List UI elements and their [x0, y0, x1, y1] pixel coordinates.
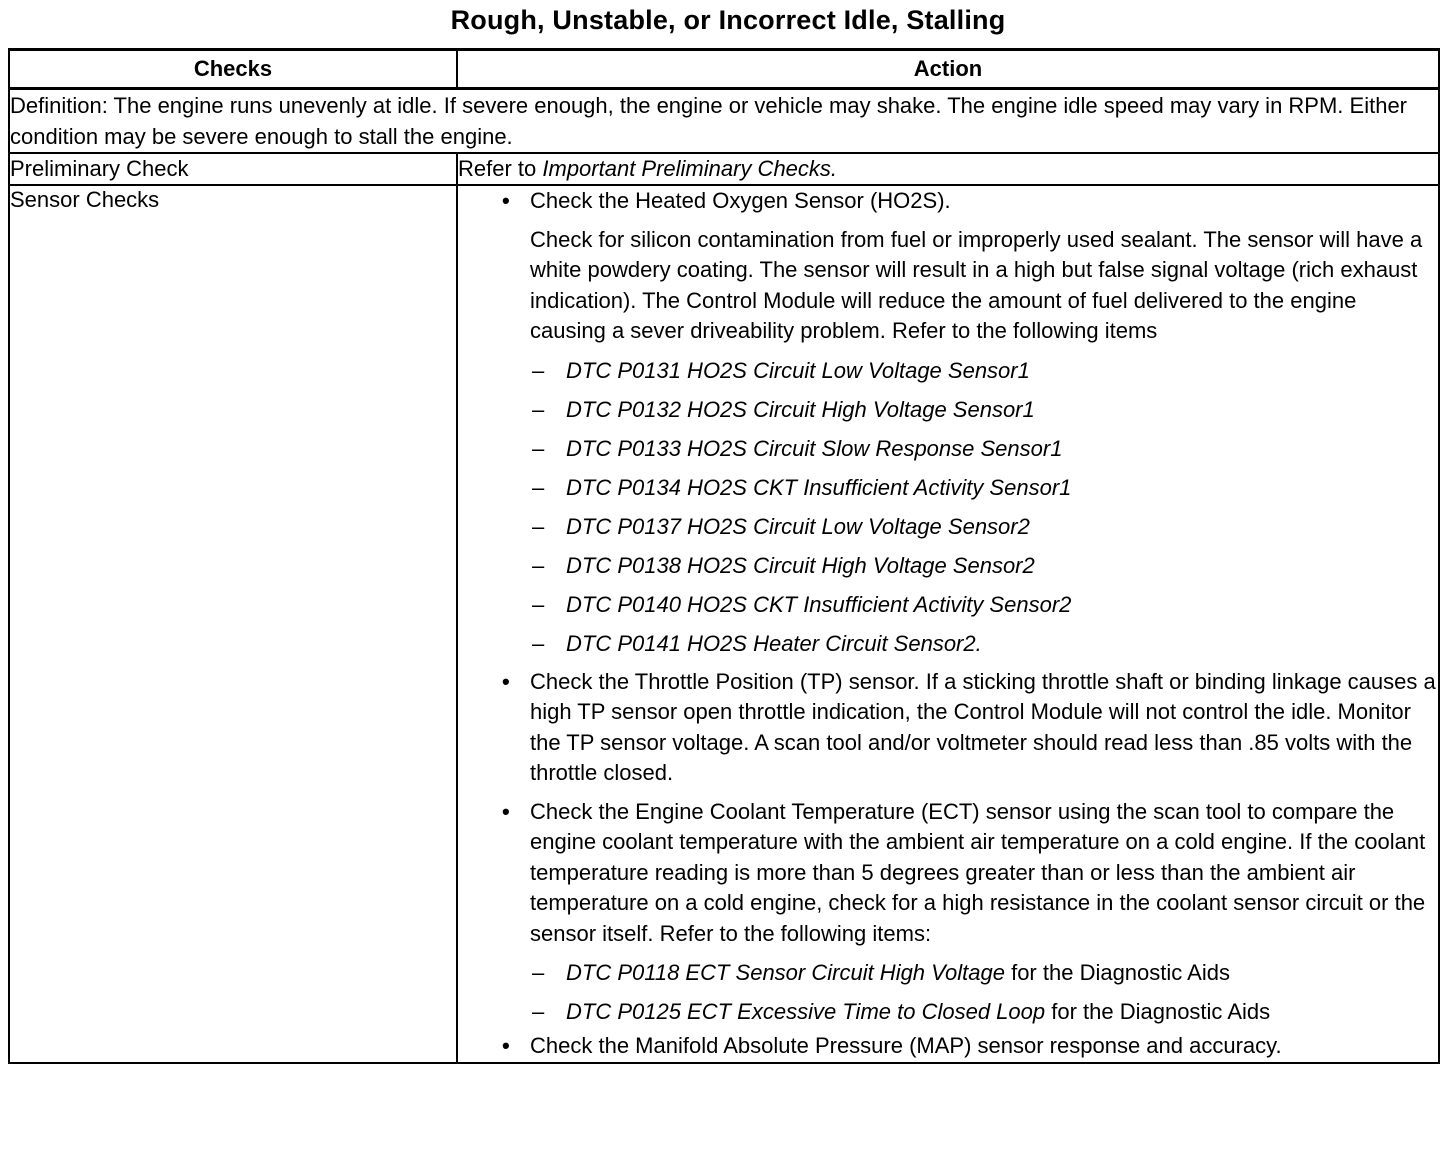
dash-icon: –	[532, 960, 545, 985]
dtc-link[interactable]: DTC P0141 HO2S Heater Circuit Sensor2.	[566, 630, 982, 656]
preliminary-action-prefix: Refer to	[458, 156, 543, 181]
dtc-link[interactable]: DTC P0138 HO2S Circuit High Voltage Sensor2	[566, 552, 1035, 578]
list-item	[458, 957, 1438, 988]
map-bullet	[458, 1031, 1438, 1062]
definition-text: Definition: The engine runs unevenly at idle. If severe enough, the engine or vehicle may shake. The engine idle speed may vary in RPM. Either condition may be severe enough to stall the engine.	[9, 89, 1439, 154]
header-action: Action	[457, 50, 1439, 89]
preliminary-action	[457, 153, 1439, 185]
dash-icon: –	[532, 513, 545, 539]
tp-text: Check the Throttle Position (TP) sensor. If a sticking throttle shaft or binding linkage causes a high TP sensor open throttle indication, the Control Module will not control the idle. Monitor the TP sensor voltage. A scan tool and/or voltmeter should read less than .85 volts with the throttle closed.	[530, 668, 1436, 785]
map-text: Check the Manifold Absolute Pressure (MAP) sensor response and accuracy.	[530, 1033, 1282, 1058]
list-item	[458, 394, 1438, 425]
bullet-icon: •	[502, 1033, 510, 1058]
ho2s-bullet	[458, 186, 1438, 217]
page-title: Rough, Unstable, or Incorrect Idle, Stalling	[450, 5, 1006, 35]
dtc-link[interactable]: DTC P0131 HO2S Circuit Low Voltage Sensor1	[566, 357, 1030, 383]
dash-icon: –	[532, 474, 545, 500]
preliminary-row	[9, 153, 1439, 185]
list-item	[458, 996, 1438, 1027]
ect-bullet	[458, 797, 1438, 950]
dtc-suffix: for the Diagnostic Aids	[1045, 999, 1271, 1024]
table-header-row	[9, 50, 1439, 89]
important-preliminary-checks-link[interactable]: Important Preliminary Checks.	[542, 156, 838, 181]
ho2s-text: Check the Heated Oxygen Sensor (HO2S).	[530, 188, 951, 213]
dash-icon: –	[532, 552, 545, 578]
dtc-link[interactable]: DTC P0132 HO2S Circuit High Voltage Sensor1	[566, 396, 1035, 422]
header-checks: Checks	[9, 50, 457, 89]
sensor-checks-label: Sensor Checks	[9, 185, 457, 1063]
dash-icon: –	[532, 357, 545, 383]
preliminary-check-label: Preliminary Check	[9, 153, 457, 185]
dtc-suffix: for the Diagnostic Aids	[1004, 960, 1230, 985]
dtc-link[interactable]: DTC P0134 HO2S CKT Insufficient Activity Sensor1	[566, 474, 1072, 500]
dash-icon: –	[532, 396, 545, 422]
dash-icon: –	[532, 591, 545, 617]
ho2s-paragraph: Check for silicon contamination from fuel or improperly used sealant. The sensor will have a white powdery coating. The sensor will result in a high but false signal voltage (rich exhaust indication). The Control Module will reduce the amount of fuel delivered to the engine causing a sever driveability problem. Refer to the following items	[530, 226, 1423, 343]
diagnostic-table	[8, 48, 1440, 1064]
list-item	[458, 550, 1438, 581]
sensor-checks-actions	[457, 185, 1439, 1063]
definition-row	[9, 89, 1439, 154]
ect-text: Check the Engine Coolant Temperature (ECT) sensor using the scan tool to compare the engine coolant temperature with the ambient air temperature on a cold engine. If the coolant temperature reading is more than 5 degrees greater than or less than the ambient air temperature on a cold engine, check for a high resistance in the coolant sensor circuit or the sensor itself. Refer to the following items:	[530, 798, 1426, 946]
dtc-link[interactable]: DTC P0140 HO2S CKT Insufficient Activity Sensor2	[566, 591, 1072, 617]
list-item	[458, 472, 1438, 503]
sensor-checks-row	[9, 185, 1439, 1063]
dtc-link[interactable]: DTC P0137 HO2S Circuit Low Voltage Sensor2	[566, 513, 1030, 539]
dtc-link[interactable]: DTC P0125 ECT Excessive Time to Closed Loop	[566, 999, 1046, 1024]
list-item	[458, 433, 1438, 464]
dtc-link[interactable]: DTC P0133 HO2S Circuit Slow Response Sensor1	[566, 435, 1063, 461]
list-item	[458, 355, 1438, 386]
dash-icon: –	[532, 999, 545, 1024]
bullet-icon: •	[502, 188, 510, 213]
bullet-icon: •	[502, 798, 510, 824]
dash-icon: –	[532, 630, 545, 656]
list-item	[458, 511, 1438, 542]
list-item	[458, 628, 1438, 659]
dtc-link[interactable]: DTC P0118 ECT Sensor Circuit High Voltage	[566, 960, 1005, 985]
dash-icon: –	[532, 435, 545, 461]
bullet-icon: •	[502, 668, 510, 694]
list-item	[458, 589, 1438, 620]
tp-bullet	[458, 667, 1438, 789]
